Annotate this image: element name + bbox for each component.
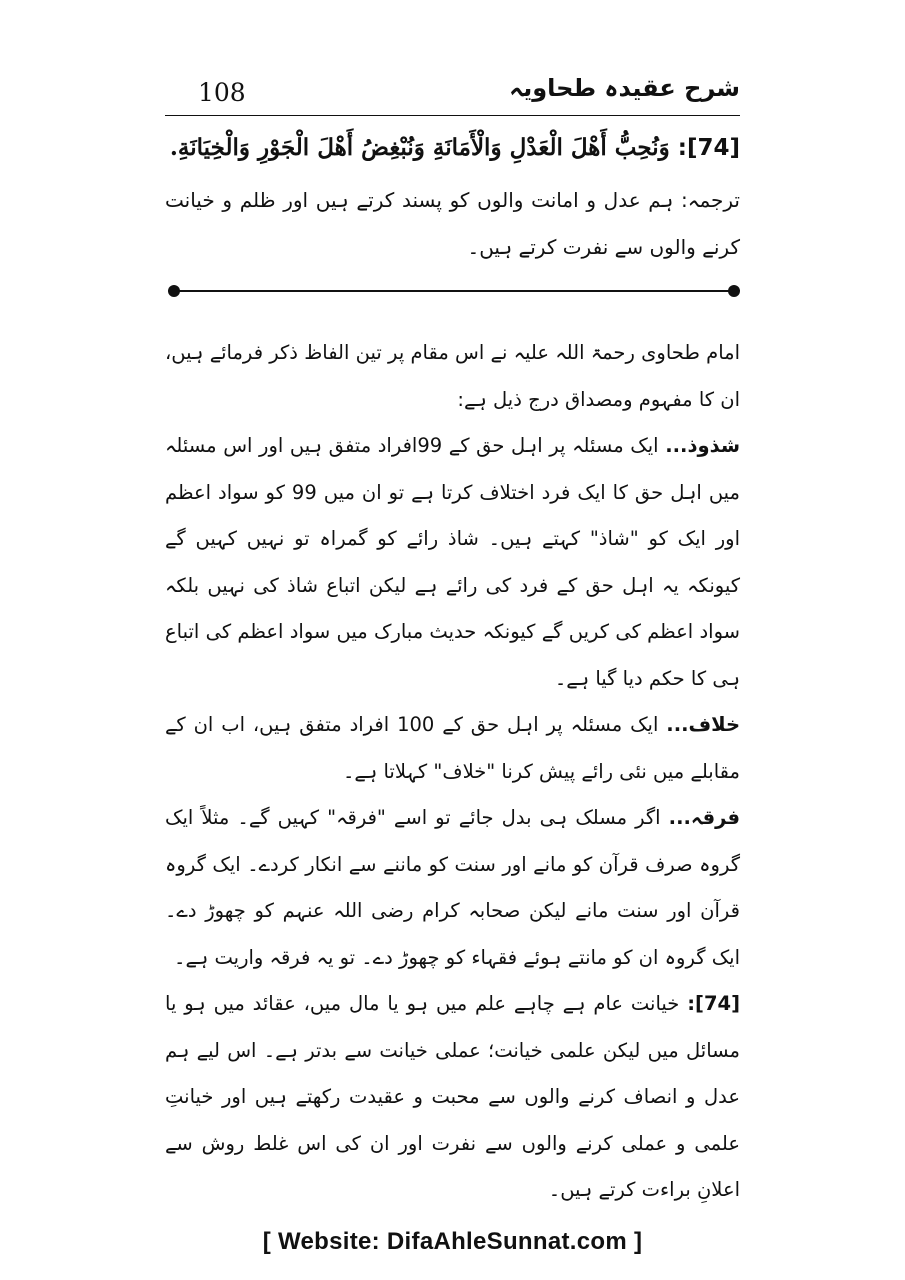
- note-text: خیانت عام ہے چاہے علم میں ہو یا مال میں، عقائد میں ہو یا مسائل میں لیکن علمی خیانت؛ عملی خیانت سے بدتر ہے۔ اس لیے ہم عدل و انصاف کرنے والوں سے محبت و عقیدت رکھتے ہیں اور خیانتِ علمی و عملی کرنے والوں سے نفرت اور ان کی اس غلط روش سے اعلانِ براءت کرتے ہیں۔: [165, 992, 740, 1201]
- book-title: شرح عقیدہ طحاویہ: [509, 74, 740, 102]
- header-rule: [165, 115, 740, 116]
- divider-dot-right: [728, 285, 740, 297]
- note-reference-tag: [74]:: [687, 992, 740, 1015]
- arabic-text-line: [165, 125, 740, 173]
- divider-dot-left: [168, 285, 180, 297]
- shuzuz-term: شذوذ...: [665, 434, 741, 457]
- firqa-term: فرقہ...: [668, 806, 740, 829]
- body-text: [165, 330, 740, 1214]
- firqa-text: اگر مسلک ہی بدل جائے تو اسے "فرقہ" کہیں گے۔ مثلاً ایک گروہ صرف قرآن کو مانے اور سنت کو ماننے سے انکار کردے۔ ایک گروہ قرآن اور سنت مانے لیکن صحابہ کرام رضی اللہ عنہم کو چھوڑ دے۔ ایک گروہ ان کو مانتے ہوئے فقہاء کو چھوڑ دے۔ تو یہ فرقہ واریت ہے۔: [165, 806, 740, 969]
- khilaf-term: خلاف...: [666, 713, 741, 736]
- page-number: 108: [198, 78, 246, 107]
- page-header: [165, 72, 740, 112]
- shuzuz-text: ایک مسئلہ پر اہل حق کے 99افراد متفق ہیں اور اس مسئلہ میں اہل حق کا ایک فرد اختلاف کرتا ہے تو ان میں 99 کو سواد اعظم اور ایک کو "شاذ" کہتے ہیں۔ شاذ رائے کو گمراہ تو نہیں کہیں گے کیونکہ یہ اہل حق کے فرد کی رائے ہے لیکن اتباع شاذ کی نہیں بلکہ سواد اعظم کی کریں گے کیونکہ حدیث مبارک میں سواد اعظم کی اتباع ہی کا حکم دیا گیا ہے۔: [165, 434, 740, 690]
- translation: ترجمہ: ہم عدل و امانت والوں کو پسند کرتے ہیں اور ظلم و خیانت کرنے والوں سے نفرت کرتے ہیں۔: [165, 188, 740, 259]
- divider-line: [174, 290, 734, 292]
- section-divider: [168, 285, 740, 297]
- shuzuz-paragraph: [165, 423, 740, 702]
- arabic-reference-tag: [74]:: [677, 135, 740, 161]
- firqa-paragraph: [165, 795, 740, 981]
- note-paragraph: [165, 981, 740, 1214]
- website-footer: [ Website: DifaAhleSunnat.com ]: [262, 1228, 643, 1255]
- khilaf-paragraph: [165, 702, 740, 795]
- khilaf-text: ایک مسئلہ پر اہل حق کے 100 افراد متفق ہیں، اب ان کے مقابلے میں نئی رائے پیش کرنا "خلاف" کہلاتا ہے۔: [165, 713, 740, 783]
- arabic-text: وَنُحِبُّ أَهْلَ الْعَدْلِ وَالْأَمَانَةِ وَنُبْغِضُ أَهْلَ الْجَوْرِ وَالْخِيَانَةِ.: [169, 134, 670, 161]
- intro-paragraph: امام طحاوی رحمۃ اللہ علیہ نے اس مقام پر تین الفاظ ذکر فرمائے ہیں، ان کا مفہوم ومصداق درج ذیل ہے:: [165, 341, 740, 411]
